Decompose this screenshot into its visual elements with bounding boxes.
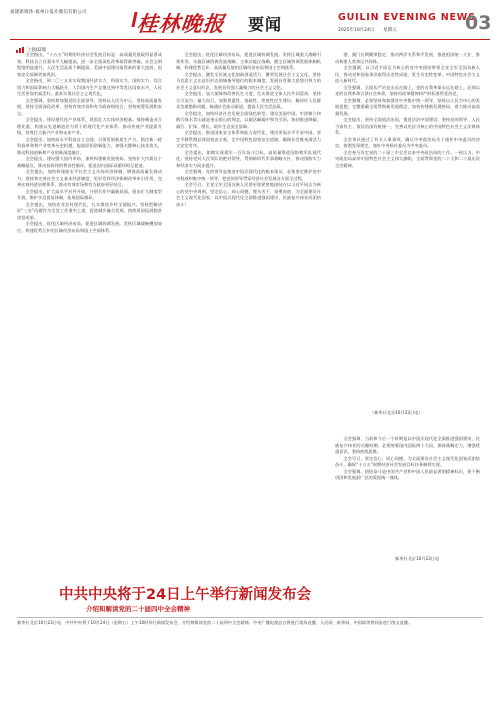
paper-english-name: GUILIN EVENING NEWS — [338, 12, 476, 23]
issue-weekday: 星期五 — [383, 28, 397, 33]
publisher-line: 福建新媒体·福州日报社微信有限公司 — [10, 10, 87, 15]
paragraph: 全会号召，全党全军全国各族人民要更加紧密地团结在以习近平同志为核心的党中央周围，坚定信心、同心同德，埋头苦干、奋勇前进，为全面建设社会主义现代化国家、以中国式现代化全面推进强国建设、民族复兴伟业而团结奋斗！ — [176, 182, 321, 207]
feature-divider — [17, 617, 483, 618]
page-number: 03 — [465, 12, 492, 34]
article-column-3 — [335, 52, 480, 410]
paragraph: 全会提出，加快构建高水平社会主义市场经济体制，增强高质量发展动力。坚持和完善社会主义基本经济制度，更好发挥经济体制改革牵引作用，完善宏观经济治理体系，推动有效市场和有为政府更好结合。 — [17, 169, 162, 187]
paragraph: 全会提出，加快经济社会发展全面绿色转型，建设美丽中国。牢固树立和践行绿水青山就是金山银山的理念，以碳达峰碳中和为引领，协同推进降碳、减污、扩绿、增长，筑牢生态安全屏障。 — [176, 110, 321, 129]
article-column-1 — [17, 52, 162, 562]
paragraph: 全会提出，建设强大国内市场，加快构建新发展格局。坚持扩大内需这个战略基点，推动投资和消费良性循环，促进国内国际双循环相互促进。 — [17, 156, 162, 168]
paragraph: 全会指出，到二〇三五年实现我国经济实力、科技实力、国防实力、综合国力和国际影响力大幅跃升，人均国内生产总值达到中等发达国家水平，人民生活更加幸福美好，基本实现社会主义现代化。 — [17, 78, 162, 96]
paragraph: 全会强调，团结奋斗是中国共产党和中国人民最显著的精神标识，要不断巩固和发展最广泛的爱国统一战线。 — [335, 468, 480, 480]
newspaper-logo: 桂林晚报 — [135, 11, 227, 36]
paragraph: 全会强调，坚持和加强党的全面领导，坚持以人民为中心，坚持高质量发展，坚持全面深化改革，坚持有效市场和有为政府相结合，坚持统筹发展和安全。 — [17, 97, 162, 116]
paragraph: 全会强调，必须坚持和加强党中央集中统一领导，坚持以人民为中心的发展思想，完整准确全面贯彻新发展理念，加快构建新发展格局，着力推动高质量发展。 — [335, 97, 480, 116]
article-byline: 新华社北京10月23日电 — [395, 556, 440, 561]
paragraph: 全会提出，坚持全面依法治国，推进法治中国建设。坚持党的领导、人民当家作主、依法治国有机统一，完善以宪法为核心的中国特色社会主义法律体系。 — [335, 117, 480, 135]
section-title: 要闻 — [248, 15, 283, 34]
paragraph: 全会强调，全面从严治党永远在路上，党的自我革命永远在路上。必须以党的自我革命引领社会革命，坚持用改革精神和严的标准管党治党。 — [335, 84, 480, 96]
masthead — [0, 0, 500, 40]
paragraph: 全会提出，优化区域经济布局，促进区域协调发展。发挥区域重大战略引领作用，实施区域协调发展战略、主体功能区战略，健全区域协调发展体制机制，构建优势互补、高质量发展的区域经济布局和国土空间体系。 — [176, 52, 321, 70]
paragraph: 全会充分肯定党的二十届三中全会以来中央政治局的工作。一致认为，中央政治局高举中国特色社会主义伟大旗帜，全面贯彻党的二十大和二十届历次全会精神。 — [335, 149, 480, 168]
dateline — [338, 27, 397, 33]
header-rule — [10, 39, 490, 40]
paragraph: 全会强调，以习近平同志为核心的党中央团结带领全党全军全国各族人民，推动党和国家事业取得历史性成就、发生历史性变革，中国特色社会主义进入新时代。 — [335, 65, 480, 83]
paragraph: 全会提出，加快农业农村现代化，扎实推进乡村全面振兴。坚持把解决好“三农”问题作为全党工作重中之重，促进城乡融合发展，持续巩固拓展脱贫攻坚成果。 — [17, 201, 162, 220]
feature-subheadline: 介绍和解读党的二十届四中全会精神 — [86, 605, 190, 613]
paragraph: 港、澳门长期繁荣稳定，推动两岸关系和平发展、推进祖国统一大业，推动构建人类命运共同体。 — [335, 52, 480, 64]
paragraph: 新华社北京10月23日电 中共中央将于10月24日（星期五）上午10时举行新闻发布会，介绍和解读党的二十届四中全会精神。中央广播电视总台将进行现场直播，人民网、新华网、中国网等将同步进行图文直播。 — [17, 620, 413, 625]
continued-from-text: 上接02版 — [27, 48, 47, 53]
feature-headline: 中共中央将于24日上午举行新闻发布会 — [59, 587, 312, 603]
paragraph: 全会审议通过了有关人事事项，确认中央政治局关于递补中央委员的决定，按照党章规定，递补中央候补委员为中央委员。 — [335, 136, 480, 148]
paragraph: 全会指出，“十五五”时期的经济社会发展目标是：高质量发展取得显著成效，科技自立自强水平大幅提高，进一步全面深化改革取得新突破，社会文明程度明显提升，人民生活品质不断提高，美丽中国建设取得新的重大进展，国家安全屏障更加巩固。 — [17, 52, 162, 77]
paragraph: 全会提出，加大保障和改善民生力度，扎实推进全体人民共同富裕。坚持尽力而为、量力而行，加强普惠性、基础性、兜底性民生建设，解决好人民群众急难愁盼问题，畅通社会流动渠道，提高人民生活品质。 — [176, 91, 321, 109]
paragraph: 全会提出，建设现代化产业体系，巩固壮大实体经济根基。保持制造业合理比重，构建以先进制造业为骨干的现代化产业体系。推动传统产业提质升级，培育壮大新兴产业和未来产业。 — [17, 117, 162, 135]
paragraph: 全会提出，扩大高水平对外开放，开创合作共赢新局面。稳步扩大制度型开放，维护多边贸易体制，拓展国际循环。 — [17, 188, 162, 200]
feature-body — [17, 620, 489, 636]
paragraph: 全会提出，激发全民族文化创新创造活力，繁荣发展社会主义文化。坚持马克思主义在意识形态领域指导地位的根本制度，发展具有强大思想引领力的社会主义意识形态，发展具有强大凝聚力的社会主义文化。 — [176, 71, 321, 90]
paragraph: 全会提出，优化区域经济布局，促进区域协调发展。发挥区域战略叠加效应，构建优势互补的区域经济布局和国土空间体系。 — [17, 221, 162, 233]
paragraph: 全会强调，党的领导是推进中国式现代化的根本保证。必须坚定维护党中央权威和集中统一领导，把党的领导贯穿经济社会发展各方面全过程。 — [176, 169, 321, 181]
paragraph: 全会提出，加快高水平科技自立自强，引领发展新质生产力。抓住新一轮科技革命和产业变革历史机遇，提高原始创新能力，加强关键核心技术攻关，推动科技创新和产业创新深度融合。 — [17, 136, 162, 155]
column-byline: （新华社北京10月23日电） — [370, 410, 423, 415]
article-column-3-continued — [335, 436, 480, 561]
article-column-2 — [176, 52, 321, 564]
paragraph: 全会提出，如期实现建军一百年奋斗目标，高质量推进国防和军队现代化。坚持党对人民军队的绝对领导，贯彻新时代军事战略方针，推动国防实力和经济实力同步提升。 — [176, 149, 321, 168]
paragraph: 全会强调，当前和今后一个时期是以中国式现代化全面推进强国建设、民族复兴伟业的关键时期。必须统筹国内国际两个大局，保持战略定力，增强忧患意识，坚持底线思维。 — [335, 436, 480, 454]
paragraph: 全会提出，推进国家安全体系和能力现代化，建设更高水平平安中国。坚定不移贯彻总体国家安全观，走中国特色国家安全道路，确保社会既充满活力又安定有序。 — [176, 130, 321, 148]
issue-date: 2025年10月24日 — [338, 28, 375, 33]
paragraph: 全会号召，坚定信心、同心同德，为全面建设社会主义现代化国家而团结奋斗，确保“十五五”时期经济社会发展目标任务顺利实现。 — [335, 455, 480, 467]
